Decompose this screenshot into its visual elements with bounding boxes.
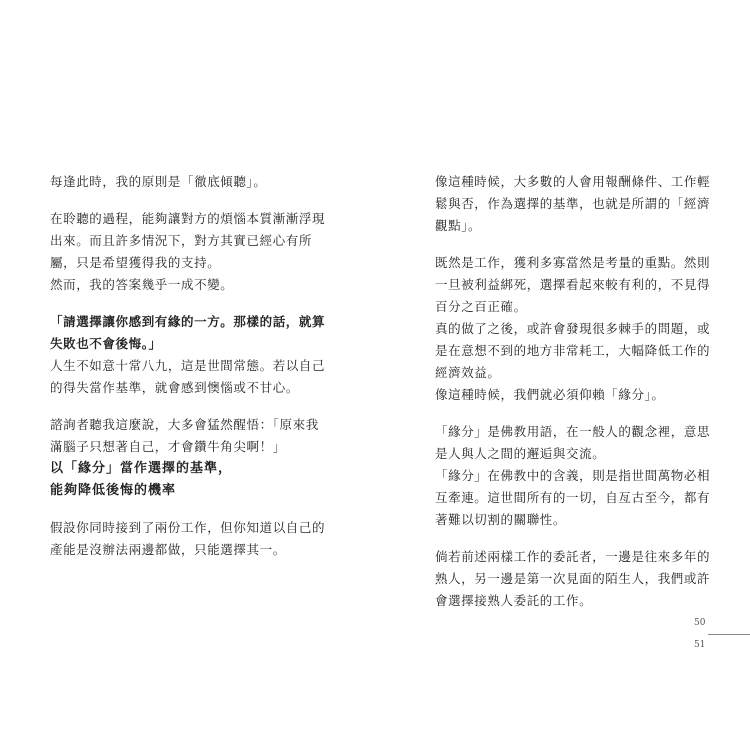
text-line: 然而，我的答案幾乎一成不變。 [50,277,234,292]
heading-line: 能夠降低後悔的機率 [50,483,177,498]
paragraph [435,171,711,237]
text-line: 的得失當作基準，就會感到懊惱或不甘心。 [50,380,299,395]
heading-line: 以「緣分」當作選擇的基準， [50,461,233,476]
text-line: 人生不如意十常八九，這是世間常態。若以自己 [50,358,326,373]
text-line: 失敗也不會後悔。」 [50,336,162,351]
paragraph [435,384,711,406]
paragraph [50,414,330,458]
paragraph [435,318,711,384]
text-line: 一旦被利益綁死，選擇看起來較有利的，不見得 [435,277,711,292]
paragraph [50,274,330,296]
text-line: 每逢此時，我的原則是「徹底傾聽」。 [50,174,267,189]
quote-paragraph [50,311,330,355]
paragraph [435,252,711,318]
text-line: 像這種時候，大多數的人會用報酬條件、工作輕 [435,174,711,189]
text-line: 「請選擇讓你感到有緣的一方。那樣的話，就算 [50,314,326,329]
page-number-left: 50 [694,618,706,628]
paragraph [50,355,330,399]
text-line: 是人與人之間的邂逅與交流。 [435,446,606,461]
page-number-right: 51 [694,640,706,650]
paragraph [435,421,711,465]
right-text-column [435,171,711,612]
text-line: 假設你同時接到了兩份工作，但你知道以自己的 [50,520,326,535]
text-line: 屬，只是希望獲得我的支持。 [50,255,221,270]
paragraph [435,546,711,612]
text-line: 是在意想不到的地方非常耗工，大幅降低工作的 [435,343,711,358]
text-line: 既然是工作，獲利多寡當然是考量的重點。然則 [435,255,711,270]
text-line: 諮詢者聽我這麼說，大多會猛然醒悟：「原來我 [50,417,319,432]
text-line: 倘若前述兩樣工作的委託者，一邊是往來多年的 [435,549,711,564]
text-line: 出來。而且許多情況下，對方其實已經心有所 [50,233,313,248]
section-heading [50,458,330,502]
paragraph [50,517,330,561]
text-line: 鬆與否，作為選擇的基準，也就是所謂的「經濟 [435,196,711,211]
text-line: 觀點」。 [435,218,482,233]
text-line: 「緣分」是佛教用語，在一般人的觀念裡，意思 [435,424,711,439]
paragraph [50,208,330,274]
text-line: 滿腦子只想著自己，才會鑽牛角尖啊！」 [50,439,286,454]
text-line: 真的做了之後，或許會發現很多棘手的問題，或 [435,321,711,336]
text-line: 會選擇接熟人委託的工作。 [435,593,593,608]
paragraph [435,465,711,531]
text-line: 熟人，另一邊是第一次見面的陌生人，我們或許 [435,571,711,586]
text-line: 在聆聽的過程，能夠讓對方的煩惱本質漸漸浮現 [50,211,326,226]
text-line: 產能是沒辦法兩邊都做，只能選擇其一。 [50,542,286,557]
text-line: 「緣分」在佛教中的含義，則是指世間萬物必相 [435,468,711,483]
paragraph [50,171,330,193]
page-number-divider [708,634,750,635]
text-line: 著難以切割的關聯性。 [435,512,567,527]
right-page [375,0,750,750]
text-line: 經濟效益。 [435,365,501,380]
text-line: 像這種時候，我們就必須仰賴「緣分」。 [435,387,665,402]
text-line: 互牽連。這世間所有的一切，自亙古至今，都有 [435,490,711,505]
left-text-column [50,171,330,561]
text-line: 百分之百正確。 [435,299,527,314]
